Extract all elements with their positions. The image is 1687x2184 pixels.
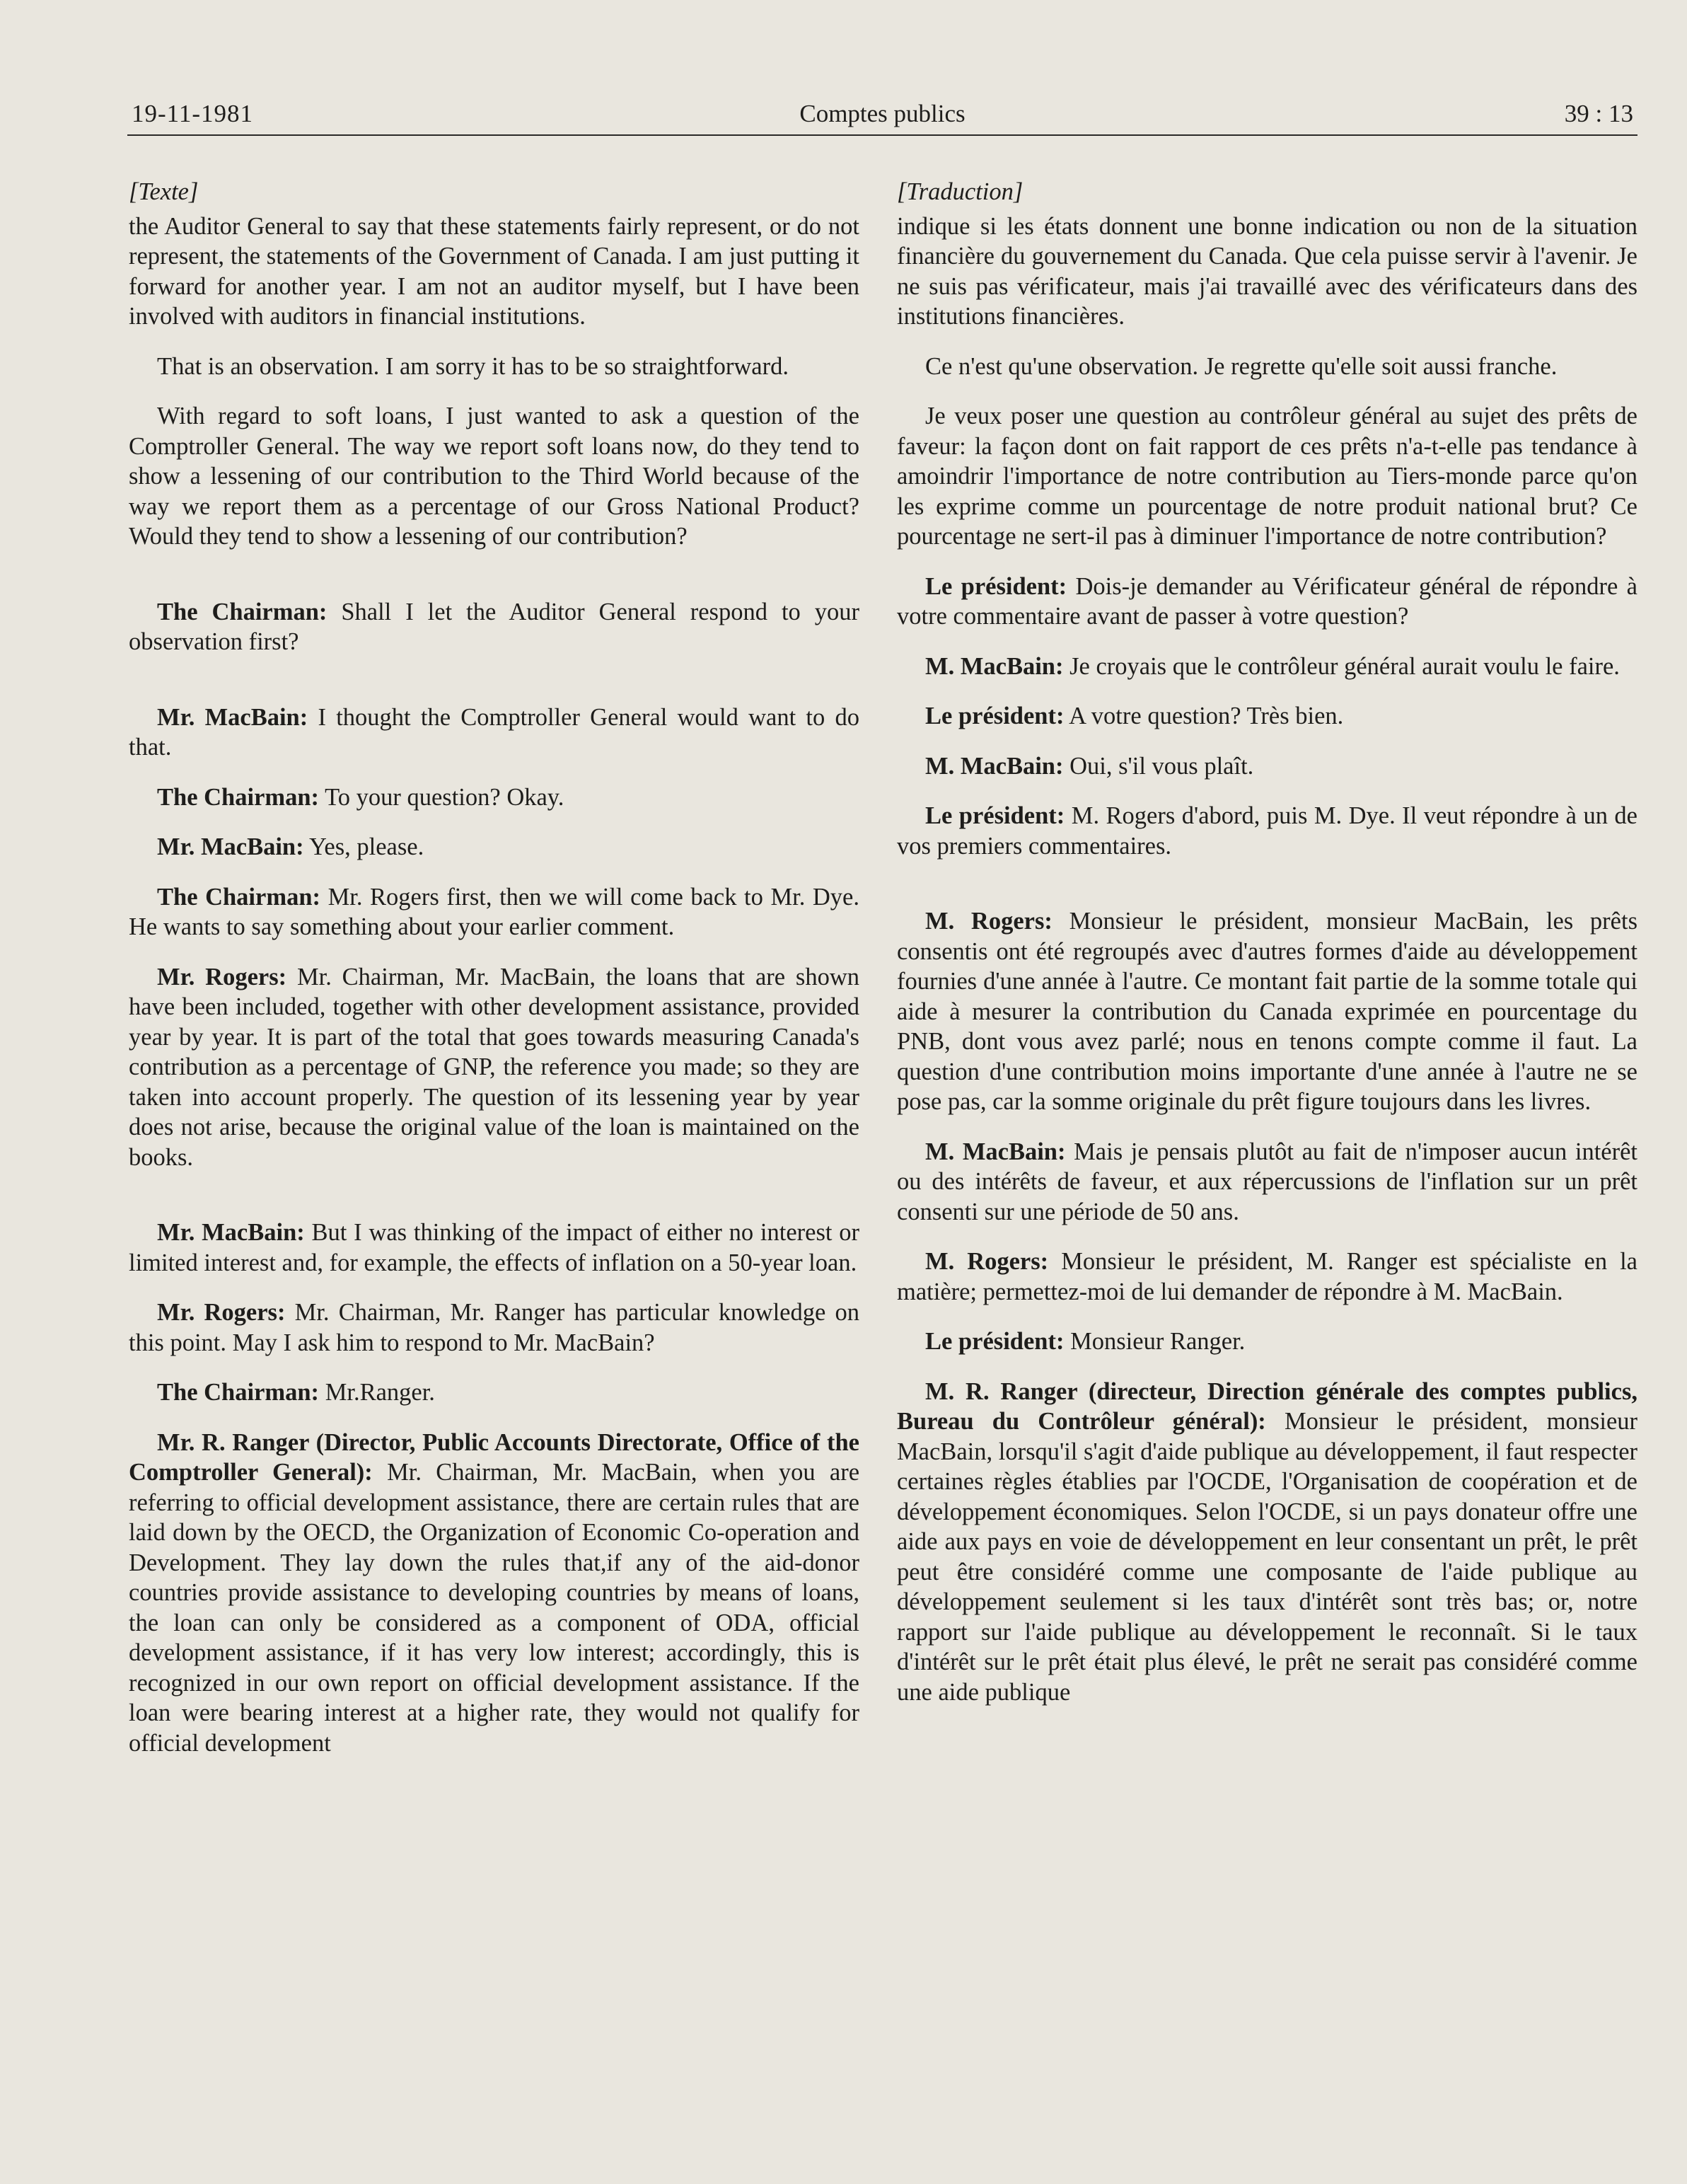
speaker-paragraph: Le président: Monsieur Ranger. bbox=[925, 1328, 1246, 1355]
speaker-name: Mr. Rogers: bbox=[157, 963, 287, 990]
speaker-paragraph: Mr. MacBain: Yes, please. bbox=[157, 833, 424, 860]
speaker-name: Le président: bbox=[925, 1328, 1065, 1355]
speaker-name: The Chairman: bbox=[157, 598, 327, 625]
speaker-name: M. MacBain: bbox=[925, 752, 1064, 780]
paragraph: the Auditor General to say that these statements fairly represent, or do not represent, the statements of the Government of Canada. I am just putting it forward for another year. I am not an auditor myself, but I have been involved with auditors in financial institutions. bbox=[129, 212, 859, 330]
speaker-paragraph: Mr. R. Ranger (Director, Public Accounts Directorate, Office of the Comptroller General): Mr. Chairman, Mr. MacBain, when you are referring to official development assistance, there are certain rules that are laid down by the OECD, the Organization of Economic Co-operation and Development. They lay down the rules that,if any of the aid-donor countries provide assistance to developing countries by means of loans, the loan can only be considered as a component of ODA, official development assistance, if it has very low interest; accordingly, this is recognized in our own report on official development assistance. If the loan were bearing interest at a higher rate, they would not qualify for official development bbox=[129, 1428, 860, 1757]
english-column bbox=[129, 177, 859, 1758]
speaker-paragraph: M. R. Ranger (directeur, Direction générale des comptes publics, Bureau du Contrôleur général): Monsieur le président, monsieur MacBain, lorsqu'il s'agit d'aide publique au développement, il faut respecter certaines règles établies par l'OCDE, l'Organisation de coopération et de développement économiques. Selon l'OCDE, si un pays donateur offre une aide aux pays en voie de développement en leur consentant un prêt, le prêt peut être considéré comme une composante de l'aide publique au développement seulement si les taux d'intérêt sont très bas; or, notre rapport sur l'aide publique au développement le reconnaît. Si le taux d'intérêt sur le prêt était plus élevé, le prêt ne serait pas considéré comme une aide publique bbox=[897, 1377, 1637, 1706]
paragraph: Ce n'est qu'une observation. Je regrette qu'elle soit aussi franche. bbox=[925, 352, 1558, 380]
speaker-name: Le président: bbox=[925, 572, 1067, 600]
speaker-name: Le président: bbox=[925, 802, 1065, 829]
column-tag: [Traduction] bbox=[897, 178, 1024, 205]
header-page-number: 39 : 13 bbox=[1564, 100, 1633, 127]
speaker-paragraph: The Chairman: Mr. Rogers first, then we will come back to Mr. Dye. He wants to say something about your earlier comment. bbox=[129, 883, 859, 940]
paragraph: indique si les états donnent une bonne indication ou non de la situation financière du gouvernement du Canada. Que cela puisse servir à l'avenir. Je ne suis pas vérificateur, mais j'ai travaillé avec des vérificateurs dans des institutions financières. bbox=[897, 212, 1637, 330]
speaker-paragraph: Le président: A votre question? Très bien. bbox=[925, 703, 1344, 729]
speaker-name: The Chairman: bbox=[157, 783, 320, 811]
speaker-name: Mr. R. Ranger (Director, Public Accounts Directorate, Office of the Comptroller General): bbox=[129, 1428, 859, 1486]
speaker-name: M. Rogers: bbox=[925, 908, 1053, 935]
speaker-name: M. Rogers: bbox=[925, 1248, 1049, 1275]
speaker-paragraph: M. MacBain: Oui, s'il vous plaît. bbox=[925, 752, 1254, 780]
speaker-paragraph: Le président: M. Rogers d'abord, puis M. Dye. Il veut répondre à un de vos premiers commentaires. bbox=[897, 802, 1637, 860]
speaker-paragraph: The Chairman: Shall I let the Auditor General respond to your observation first? bbox=[129, 598, 859, 655]
speaker-name: Mr. MacBain: bbox=[157, 1219, 305, 1246]
speaker-paragraph: M. Rogers: Monsieur le président, monsieur MacBain, les prêts consentis ont été regroupés avec d'autres formes d'aide au développement fournies d'une année à l'autre. Ce montant fait partie de la somme totale qui aide à mesurer la contribution du Canada exprimée en pourcentage du PNB, dont vous avez parlé; nous en tenons compte comme il faut. La question d'une contribution moins importante d'une année à l'autre ne se pose pas, car la somme originale du prêt figure toujours dans les livres. bbox=[897, 908, 1637, 1115]
french-column bbox=[897, 177, 1637, 1707]
paragraph: Je veux poser une question au contrôleur général au sujet des prêts de faveur: la façon dont on fait rapport de ces prêts n'a-t-elle pas tendance à amoindrir l'importance de notre contribution au Tiers-monde parce qu'on les exprime comme un pourcentage de notre produit national brut? Ce pourcentage ne sert-il pas à diminuer l'importance de notre contribution? bbox=[897, 403, 1637, 550]
paragraph: With regard to soft loans, I just wanted to ask a question of the Comptroller General. The way we report soft loans now, do they tend to show a lessening of our contribution to the Third World because of the way we report them as a percentage of our Gross National Product? Would they tend to show a lessening of our contribution? bbox=[129, 403, 859, 550]
speaker-name: The Chairman: bbox=[157, 1379, 320, 1406]
speaker-name: The Chairman: bbox=[157, 883, 320, 911]
paragraph: That is an observation. I am sorry it has to be so straightforward. bbox=[157, 352, 789, 380]
speaker-paragraph: Le président: Dois-je demander au Vérificateur général de répondre à votre commentaire avant de passer à votre question? bbox=[897, 572, 1637, 630]
speaker-paragraph: Mr. MacBain: But I was thinking of the impact of either no interest or limited interest and, for example, the effects of inflation on a 50-year loan. bbox=[129, 1219, 859, 1276]
speaker-paragraph: M. MacBain: Je croyais que le contrôleur général aurait voulu le faire. bbox=[925, 652, 1620, 680]
speaker-paragraph: M. MacBain: Mais je pensais plutôt au fait de n'imposer aucun intérêt ou des intérêts de faveur, et aux répercussions de l'inflation sur un prêt consenti sur une période de 50 ans. bbox=[897, 1138, 1637, 1225]
speaker-paragraph: The Chairman: To your question? Okay. bbox=[157, 783, 564, 811]
speaker-paragraph: Mr. MacBain: I thought the Comptroller General would want to do that. bbox=[129, 703, 859, 761]
speaker-paragraph: Mr. Rogers: Mr. Chairman, Mr. Ranger has particular knowledge on this point. May I ask him to respond to Mr. MacBain? bbox=[129, 1299, 859, 1356]
speaker-paragraph: M. Rogers: Monsieur le président, M. Ranger est spécialiste en la matière; permettez-moi de lui demander de répondre à M. MacBain. bbox=[897, 1248, 1637, 1305]
speaker-name: Mr. MacBain: bbox=[157, 833, 304, 860]
header-title: Comptes publics bbox=[799, 100, 966, 127]
speaker-name: M. R. Ranger (directeur, Direction générale des comptes publics, Bureau du Contrôleur général): bbox=[897, 1377, 1637, 1435]
speaker-name: Mr. Rogers: bbox=[157, 1299, 286, 1326]
speaker-name: Mr. MacBain: bbox=[157, 703, 308, 731]
speaker-name: M. MacBain: bbox=[925, 1138, 1066, 1165]
page-header bbox=[127, 99, 1637, 136]
column-tag: [Texte] bbox=[129, 178, 199, 205]
speaker-name: M. MacBain: bbox=[925, 652, 1064, 680]
header-date: 19-11-1981 bbox=[132, 100, 254, 127]
speaker-paragraph: The Chairman: Mr.Ranger. bbox=[157, 1379, 435, 1406]
speaker-paragraph: Mr. Rogers: Mr. Chairman, Mr. MacBain, the loans that are shown have been included, together with other development assistance, provided year by year. It is part of the total that goes towards measuring Canada's contribution as a percentage of GNP, the reference you made; so they are taken into account properly. The question of its lessening year by year does not arise, because the original value of the loan is maintained on the books. bbox=[129, 963, 859, 1171]
speaker-name: Le président: bbox=[925, 703, 1065, 729]
